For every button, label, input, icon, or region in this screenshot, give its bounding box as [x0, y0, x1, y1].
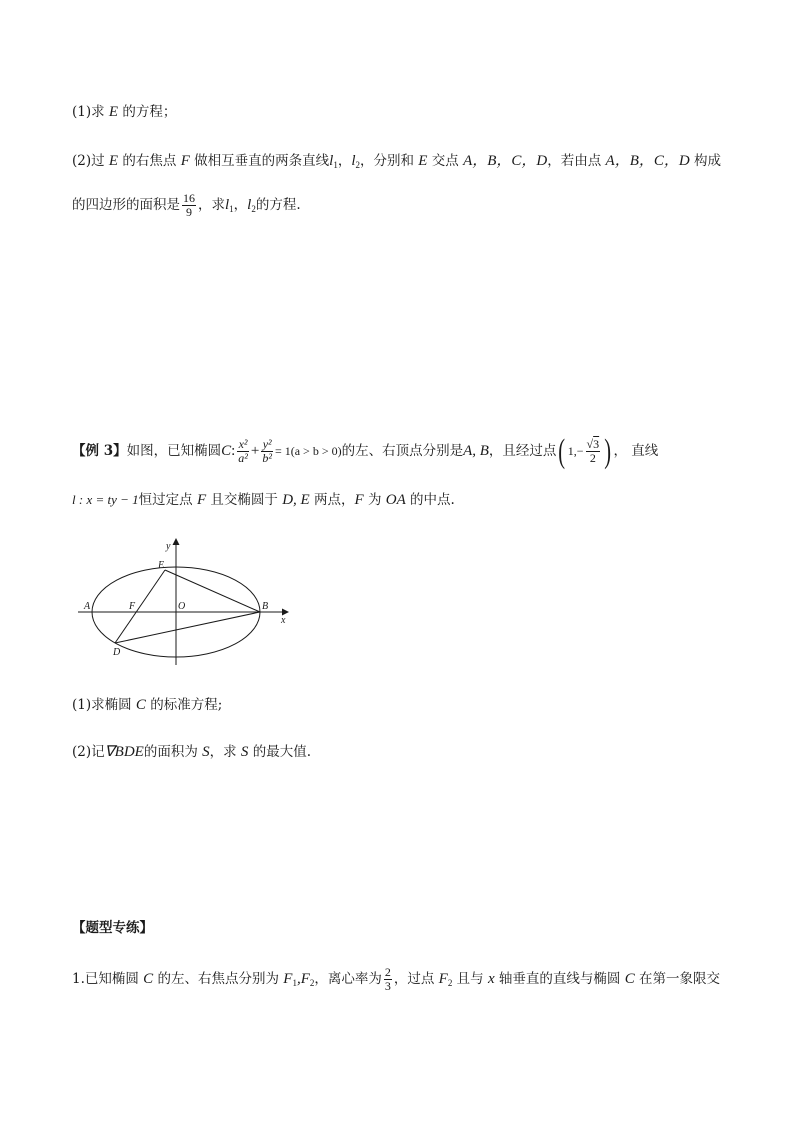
fraction-2-3: $\frac{2}{3}$	[384, 965, 391, 993]
math-l1: $l_1$	[329, 153, 338, 170]
question-part-1: (1)求 E 的方程；	[72, 104, 177, 120]
ellipse-figure	[72, 535, 302, 670]
example-label: 【例 3】	[72, 443, 127, 459]
label-B: B	[262, 601, 269, 612]
fraction-16-9: $\frac{16}{9}$	[183, 191, 195, 219]
example-3-line-1: 【例 3】如图，已知椭圆C: $\frac{\text{x²}}{\text{a²}}$ + $\frac{\text{y²}}{\text{b²}}$ = 1(a > b > 0)的左、右顶点分别是A, B，且经过点( 1,− $\frac{√3}{2}$ ) ， 直线	[72, 432, 659, 470]
practice-heading: 【题型专练】	[72, 920, 153, 936]
segment-DB	[115, 612, 260, 643]
label-x: x	[281, 615, 286, 626]
fraction-x2-a2: $\frac{\text{x²}}{\text{a²}}$	[238, 437, 248, 465]
label-D: D	[113, 647, 121, 658]
question-part-2-line-2: 的四边形的面积是 $\frac{16}{9}$ ，求$l_1$，$l_2$的方程.	[72, 191, 301, 219]
label-A: A	[84, 601, 91, 612]
question-part-2-line-1: (2)过 E 的右焦点 F 做相互垂直的两条直线$l_1$，$l_2$，分别和 E 交点 A，B，C，D，若由点 A，B，C，D 构成	[72, 153, 721, 170]
label-O: O	[178, 601, 186, 612]
math-l2: $l_2$	[351, 153, 360, 170]
label-y: y	[166, 541, 171, 552]
example-3-part-2: (2)记∇BDE的面积为 S，求 S 的最大值.	[72, 744, 312, 760]
segment-DE	[115, 570, 165, 643]
math-var-E: E	[108, 104, 119, 120]
example-3-part-1: (1)求椭圆 C 的标准方程;	[72, 697, 223, 713]
example-3-line-2: l : x = ty − 1恒过定点 F 且交椭圆于 D, E 两点，F 为 OA 的中点.	[72, 492, 455, 508]
label-E: E	[158, 560, 165, 571]
label-F: F	[129, 601, 136, 612]
fraction-y2-b2: $\frac{\text{y²}}{\text{b²}}$	[262, 437, 272, 465]
practice-question-1: 1.已知椭圆 C 的左、右焦点分别为 $F_1,F_2$，离心率为 $\frac{2}{3}$ ，过点 $F_2$ 且与 x 轴垂直的直线与椭圆 C 在第一象限交	[72, 965, 721, 993]
fraction-sqrt3-2: $\frac{√3}{2}$	[586, 437, 600, 465]
